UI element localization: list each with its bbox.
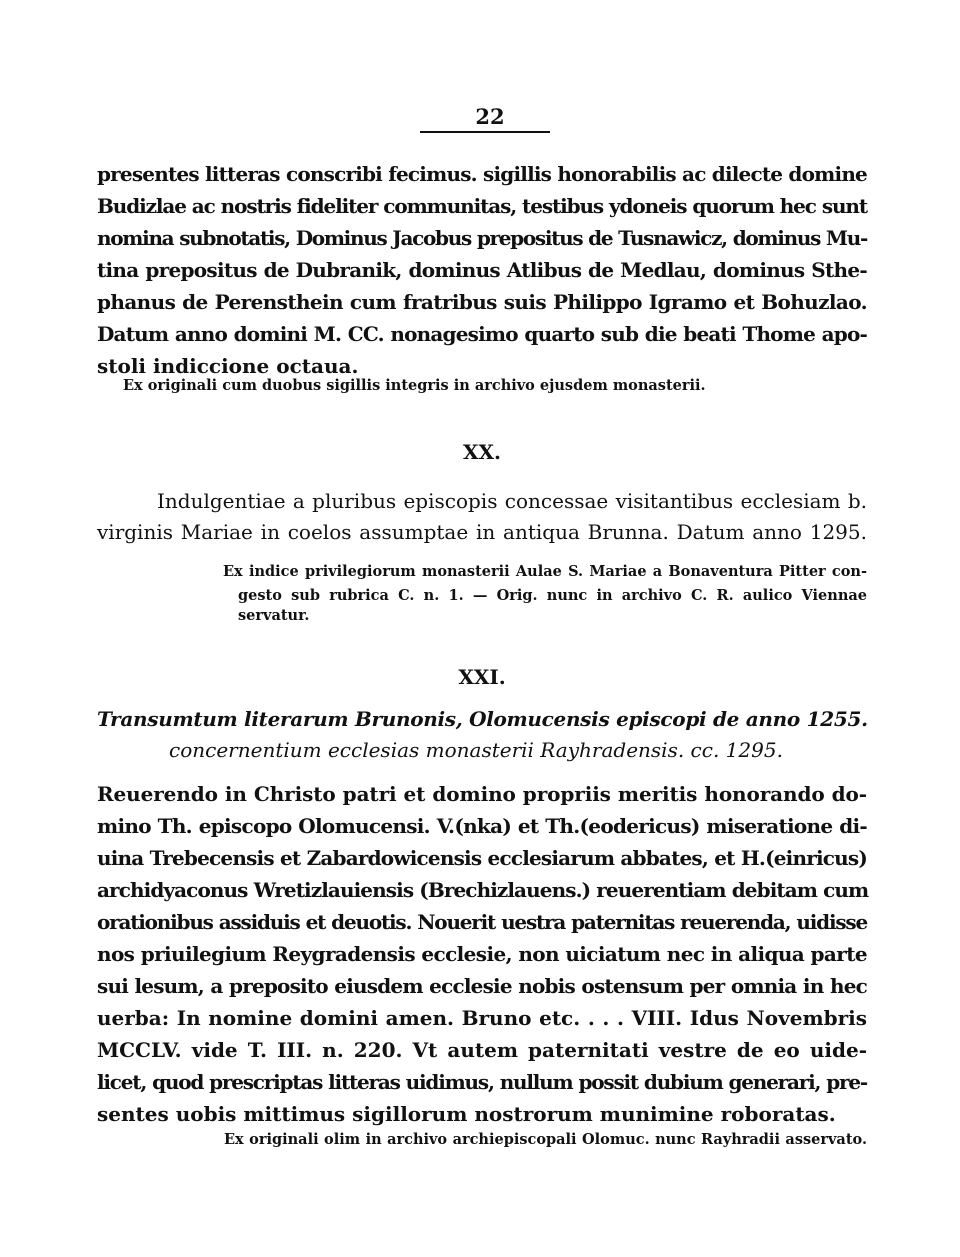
- text-line: Datum anno domini M. CC. nonagesimo quarto sub die beati Thome apo-: [97, 322, 867, 346]
- note-line: servatur.: [238, 607, 310, 624]
- title-line: Transumtum literarum Brunonis, Olomucensis episcopi de anno 1255.: [97, 707, 868, 731]
- text-line: orationibus assiduis et deuotis. Nouerit uestra paternitas reuerenda, uidisse: [97, 910, 867, 934]
- section2-number: XX.: [463, 440, 501, 464]
- title-line: Indulgentiae a pluribus episcopis concessae visitantibus ecclesiam b.: [157, 489, 867, 513]
- text-line: presentes litteras conscribi fecimus. sigillis honorabilis ac dilecte domine: [97, 162, 867, 186]
- text-line: Reuerendo in Christo patri et domino propriis meritis honorando do-: [97, 782, 867, 806]
- text-line: nomina subnotatis, Dominus Jacobus prepositus de Tusnawicz, dominus Mu-: [97, 226, 867, 250]
- text-line: MCCLV. vide T. III. n. 220. Vt autem paternitati vestre de eo uide-: [97, 1038, 867, 1062]
- title-line: concernentium ecclesias monasterii Rayhradensis. cc. 1295.: [169, 738, 783, 762]
- text-line: uina Trebecensis et Zabardowicensis ecclesiarum abbates, et H.(einricus): [97, 846, 867, 870]
- text-line: archidyaconus Wretizlauiensis (Brechizlauens.) reuerentiam debitam cum: [97, 878, 869, 902]
- section3-number: XXI.: [458, 665, 506, 689]
- text-line: sentes uobis mittimus sigillorum nostrorum munimine roboratas.: [97, 1102, 836, 1126]
- note-line: Ex indice privilegiorum monasterii Aulae S. Mariae a Bonaventura Pitter con-: [223, 563, 867, 580]
- text-line: nos priuilegium Reygradensis ecclesie, non uiciatum nec in aliqua parte: [97, 942, 867, 966]
- note-line: gesto sub rubrica C. n. 1. — Orig. nunc in archivo C. R. aulico Viennae: [238, 587, 867, 604]
- text-line: tina prepositus de Dubranik, dominus Atlibus de Medlau, dominus Sthe-: [97, 258, 867, 282]
- text-line: sui lesum, a preposito eiusdem ecclesie nobis ostensum per omnia in hec: [97, 974, 867, 998]
- section1-source-note: Ex originali cum duobus sigillis integris in archivo ejusdem monasterii.: [123, 377, 706, 394]
- text-line: licet, quod prescriptas litteras uidimus, nullum possit dubium generari, pre-: [97, 1070, 867, 1094]
- text-line: uerba: In nomine domini amen. Bruno etc. . . . VIII. Idus Novembris: [97, 1006, 867, 1030]
- page-number: 22: [475, 104, 505, 129]
- title-line: virginis Mariae in coelos assumptae in antiqua Brunna. Datum anno 1295.: [97, 520, 867, 544]
- text-line: mino Th. episcopo Olomucensi. V.(nka) et Th.(eodericus) miseratione di-: [97, 814, 867, 838]
- header-rule: [420, 131, 550, 133]
- text-line: stoli indiccione octaua.: [97, 354, 359, 378]
- text-line: Budizlae ac nostris fideliter communitas, testibus ydoneis quorum hec sunt: [97, 194, 867, 218]
- text-line: phanus de Perensthein cum fratribus suis Philippo Igramo et Bohuzlao.: [97, 290, 867, 314]
- section3-source-note: Ex originali olim in archivo archiepiscopali Olomuc. nunc Rayhradii asservato.: [224, 1131, 867, 1148]
